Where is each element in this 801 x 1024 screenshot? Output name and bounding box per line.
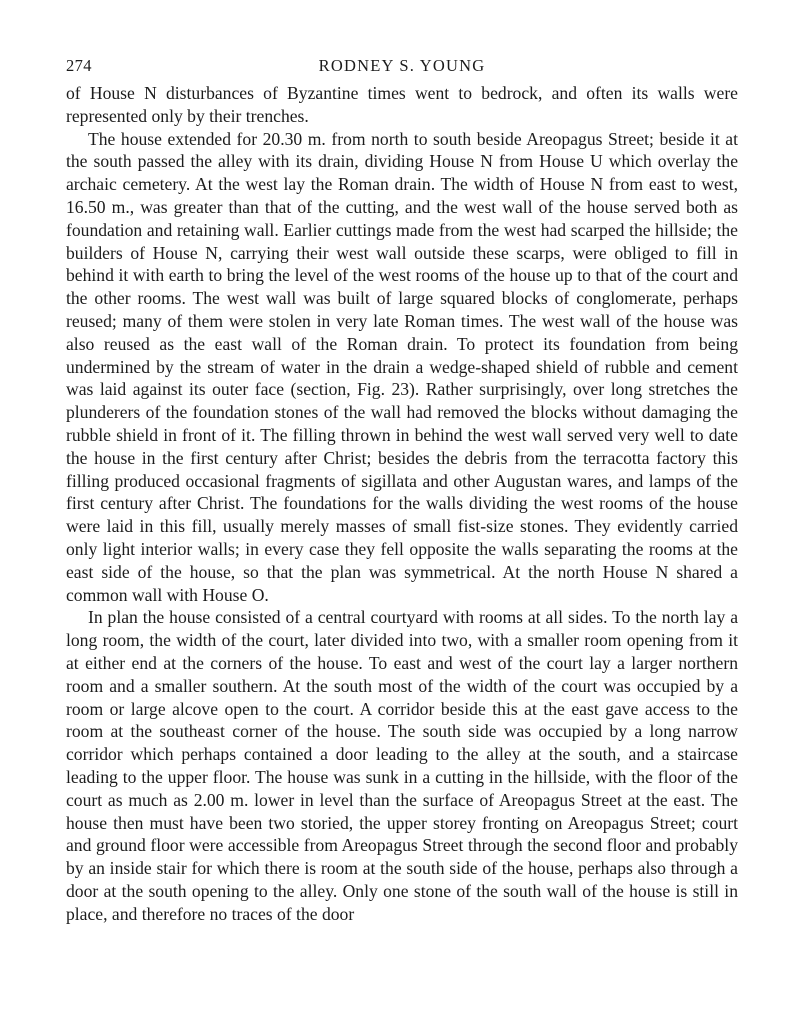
paragraph-house-extent: The house extended for 20.30 m. from north to south beside Areopagus Street; beside it at the south passed the alley with its drain, dividing House N from House U which overlay the archaic cemetery. At the west lay the Roman drain. The width of House N from east to west, 16.50 m., was greater than that of the cutting, and the west wall of the house served both as foundation and retaining wall. Earlier cuttings made from the west had scarped the hillside; the builders of House N, carrying their west wall outside these scarps, were obliged to fill in behind it with earth to bring the level of the west rooms of the house up to that of the court and the other rooms. The west wall was built of large squared blocks of conglomerate, perhaps reused; many of them were stolen in very late Roman times. The west wall of the house was also reused as the east wall of the Roman drain. To protect its foundation from being undermined by the stream of water in the drain a wedge-shaped shield of rubble and cement was laid against its outer face (section, Fig. 23). Rather surprisingly, over long stretches the plunderers of the foundation stones of the wall had removed the blocks without damaging the rubble shield in front of it. The filling thrown in behind the west wall served very well to date the house in the first century after Christ; besides the debris from the terracotta factory this filling produced occasional fragments of sigillata and other Augustan wares, and lamps of the first century after Christ. The foundations for the walls dividing the west rooms of the house were laid in this fill, usually merely masses of small fist-size stones. They evidently carried only light interior walls; in every case they fell opposite the walls separating the rooms at the east side of the house, so that the plan was symmetrical. At the north House N shared a common wall with House O. — [66, 128, 738, 605]
page-number: 274 — [66, 56, 92, 75]
running-title: RODNEY S. YOUNG — [318, 56, 486, 75]
body-text — [66, 82, 738, 925]
page-header — [66, 56, 738, 82]
paragraph-house-plan: In plan the house consisted of a central courtyard with rooms at all sides. To the north lay a long room, the width of the court, later divided into two, with a smaller room opening from it at either end at the corners of the house. To east and west of the court lay a larger northern room and a smaller southern. At the south most of the width of the court was occupied by a room or large alcove open to the court. A corridor beside this at the east gave access to the room at the southeast corner of the house. The south side was occupied by a long narrow corridor which perhaps contained a door leading to the alley at the south, and a staircase leading to the upper floor. The house was sunk in a cutting in the hillside, with the floor of the court as much as 2.00 m. lower in level than the surface of Areopagus Street at the east. The house then must have been two storied, the upper storey fronting on Areopagus Street; court and ground floor were accessible from Areopagus Street through the second floor and probably by an inside stair for which there is room at the south side of the house, perhaps also through a door at the south opening to the alley. Only one stone of the south wall of the house is still in place, and therefore no traces of the door — [66, 607, 738, 924]
page — [66, 56, 738, 925]
paragraph-continuation: of House N disturbances of Byzantine times went to bedrock, and often its walls were represented only by their trenches. — [66, 83, 738, 126]
